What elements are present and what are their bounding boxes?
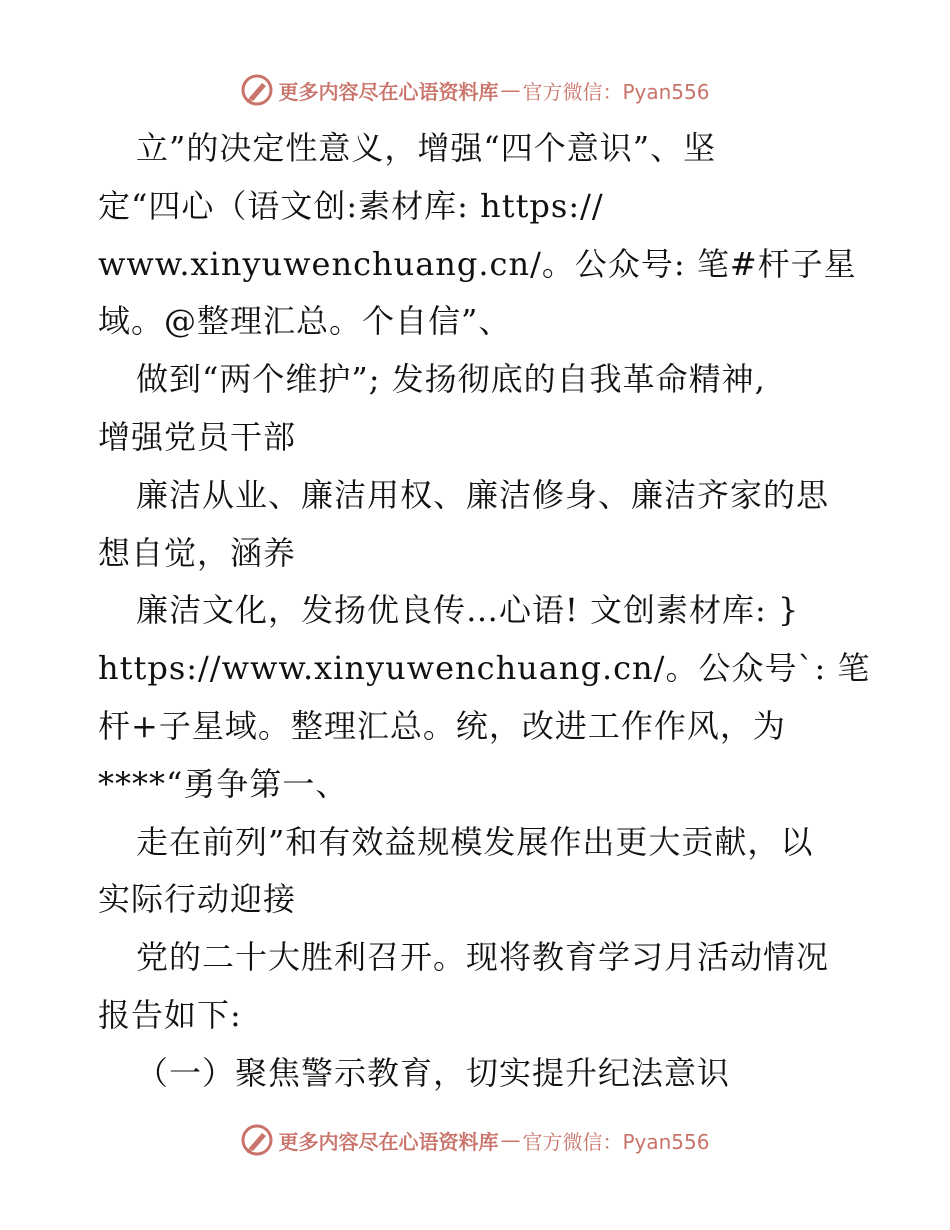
body-line: ****“勇争第一、: [98, 764, 349, 803]
header-title: 更多内容尽在心语资料库: [278, 79, 499, 104]
body-line: 廉洁文化，发扬优良传…心语! 文创素材库: }: [136, 591, 800, 630]
body-line: 走在前列”和有效益规模发展作出更大贡献，以: [136, 822, 814, 861]
pen-logo-icon: [240, 1123, 274, 1157]
body-line: 想自觉，涵养: [98, 533, 297, 572]
body-line: 定“四心（语文创:素材库: https://: [98, 186, 604, 225]
body-line: 廉洁从业、廉洁用权、廉洁修身、廉洁齐家的思: [136, 475, 830, 514]
header-wechat: 官方微信：Pyan556: [522, 79, 710, 104]
body-line: 增强党员干部: [98, 417, 297, 456]
footer-title: 更多内容尽在心语资料库: [278, 1129, 499, 1154]
body-line: 实际行动迎接: [98, 880, 297, 919]
header-watermark: [0, 70, 950, 110]
body-line: 立”的决定性意义，增强“四个意识”、坚: [136, 129, 717, 167]
footer-watermark: [0, 1120, 950, 1160]
body-line: https://www.xinyuwenchuang.cn/。公众号`: 笔: [98, 649, 871, 688]
body-line: 杆+子星域。整理汇总。统，改进工作作风，为: [98, 706, 786, 745]
body-line: 做到“两个维护”; 发扬彻底的自我革命精神,: [136, 360, 766, 399]
pen-logo-icon: [240, 73, 274, 107]
document-body: [98, 120, 871, 1103]
body-line: 党的二十大胜利召开。现将教育学习月活动情况: [136, 938, 830, 977]
footer-separator: —: [500, 1128, 521, 1152]
section-heading: （一）聚焦警示教育，切实提升纪法意识: [136, 1053, 731, 1092]
footer-wechat: 官方微信：Pyan556: [522, 1129, 710, 1154]
body-line: www.xinyuwenchuang.cn/。公众号: 笔#杆子星: [98, 244, 857, 283]
body-line: 域。@整理汇总。个自信”、: [98, 302, 512, 341]
header-separator: —: [500, 78, 521, 102]
body-line: 报告如下:: [98, 995, 242, 1034]
